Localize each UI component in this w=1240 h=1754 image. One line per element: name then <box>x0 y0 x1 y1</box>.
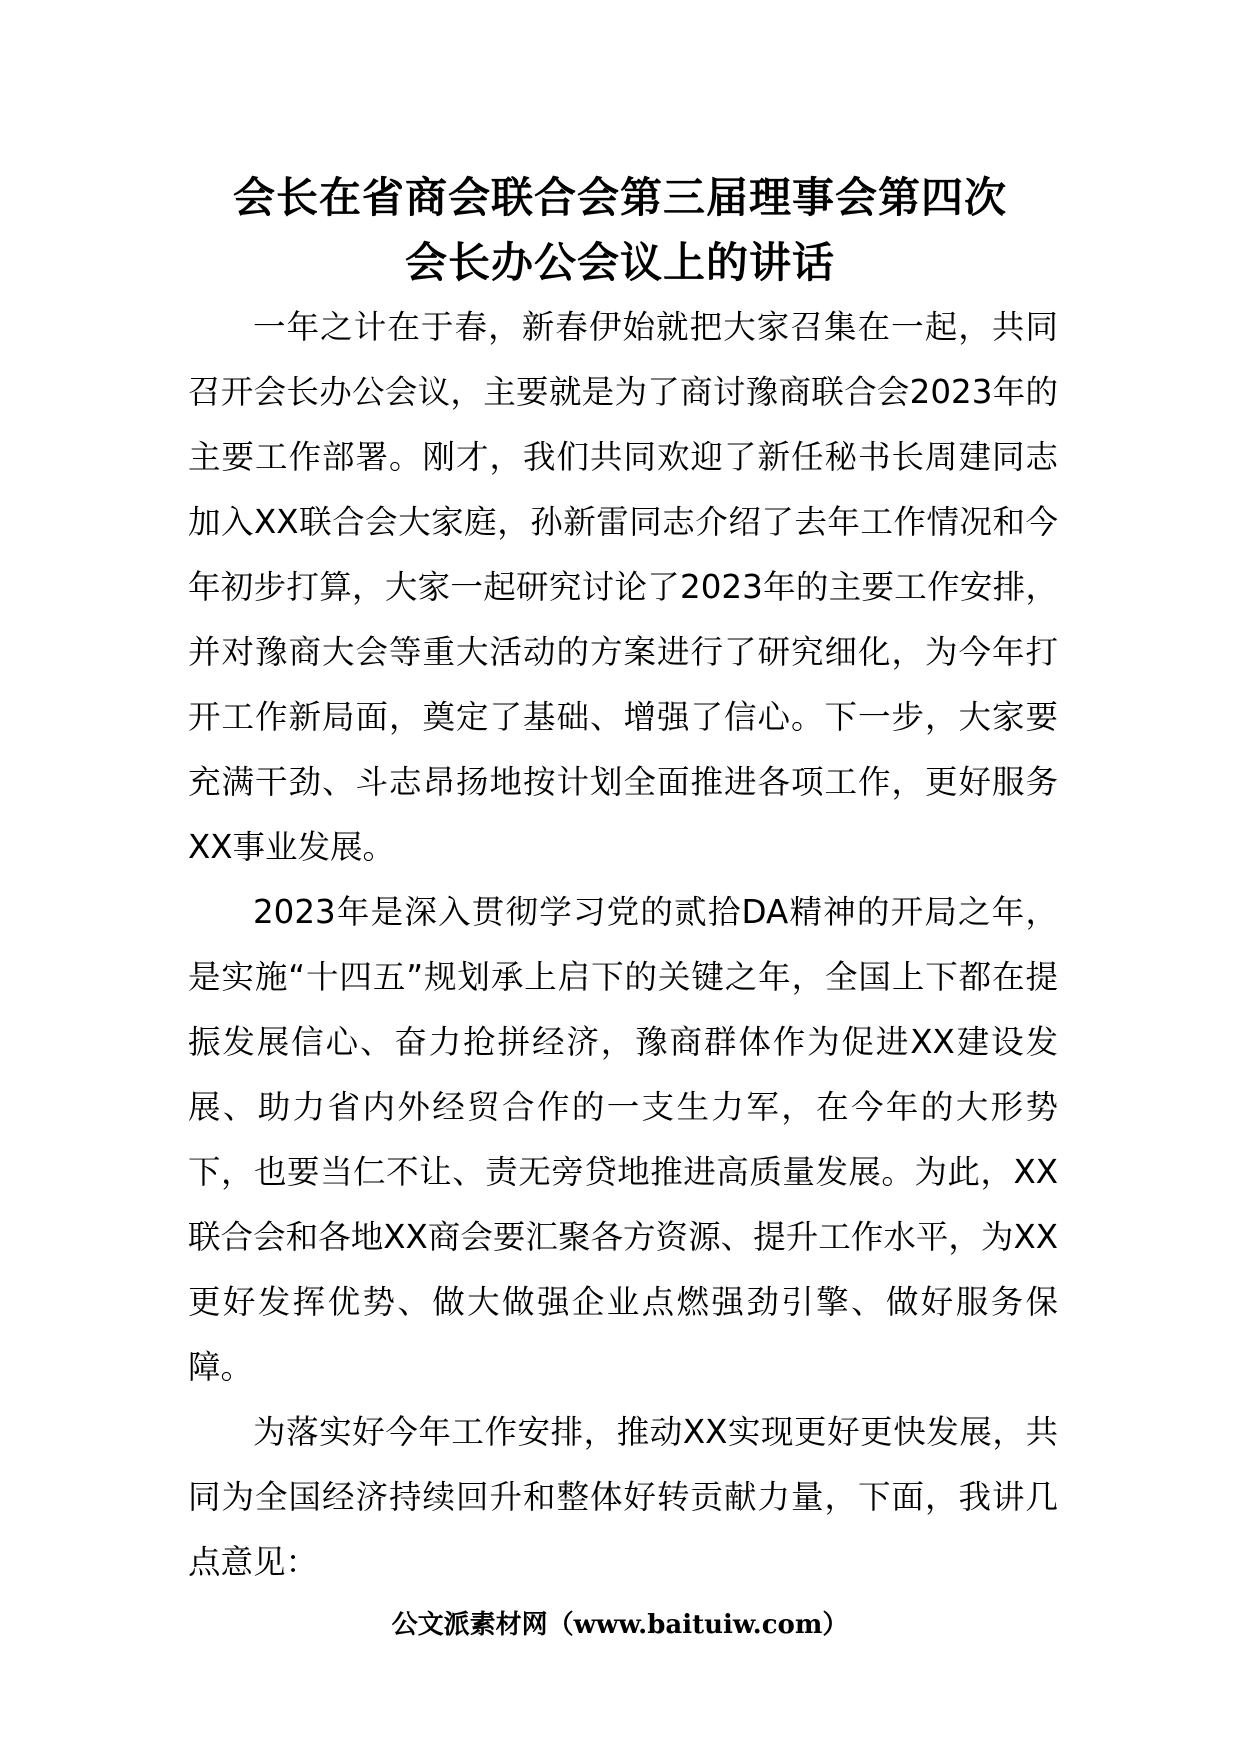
paragraph-3: 为落实好今年工作安排，推动XX实现更好更快发展，共同为全国经济持续回升和整体好转贡献力量，下面，我讲几点意见： <box>188 1413 1058 1581</box>
document-title-line-2: 会长办公会议上的讲话 <box>404 238 835 287</box>
paragraph-2: 2023年是深入贯彻学习党的贰拾DA精神的开局之年，是实施“十四五”规划承上启下的关键之年，全国上下都在提振发展信心、奋力抢拼经济，豫商群体作为促进XX建设发展、助力省内外经贸合作的一支生力军，在今年的大形势下，也要当仁不让、责无旁贷地推进高质量发展。为此，XX联合会和各地XX商会要汇聚各方资源、提升工作水平，为XX更好发挥优势、做大做强企业点燃强劲引擎、做好服务保障。 <box>188 893 1058 1386</box>
document-title-line-1: 会长在省商会联合会第三届理事会第四次 <box>232 173 1007 222</box>
paragraph-1: 一年之计在于春，新春伊始就把大家召集在一起，共同召开会长办公会议，主要就是为了商讨豫商联合会2023年的主要工作部署。刚才，我们共同欢迎了新任秘书长周建同志加入XX联合会大家庭，孙新雷同志介绍了去年工作情况和今年初步打算，大家一起研究讨论了2023年的主要工作安排，并对豫商大会等重大活动的方案进行了研究细化，为今年打开工作新局面，奠定了基础、增强了信心。下一步，大家要充满干劲、斗志昂扬地按计划全面推进各项工作，更好服务XX事业发展。 <box>188 308 1058 866</box>
document-body <box>188 295 1058 1595</box>
footer-source: 公文派素材网（www.baituiw.com） <box>391 1610 849 1640</box>
